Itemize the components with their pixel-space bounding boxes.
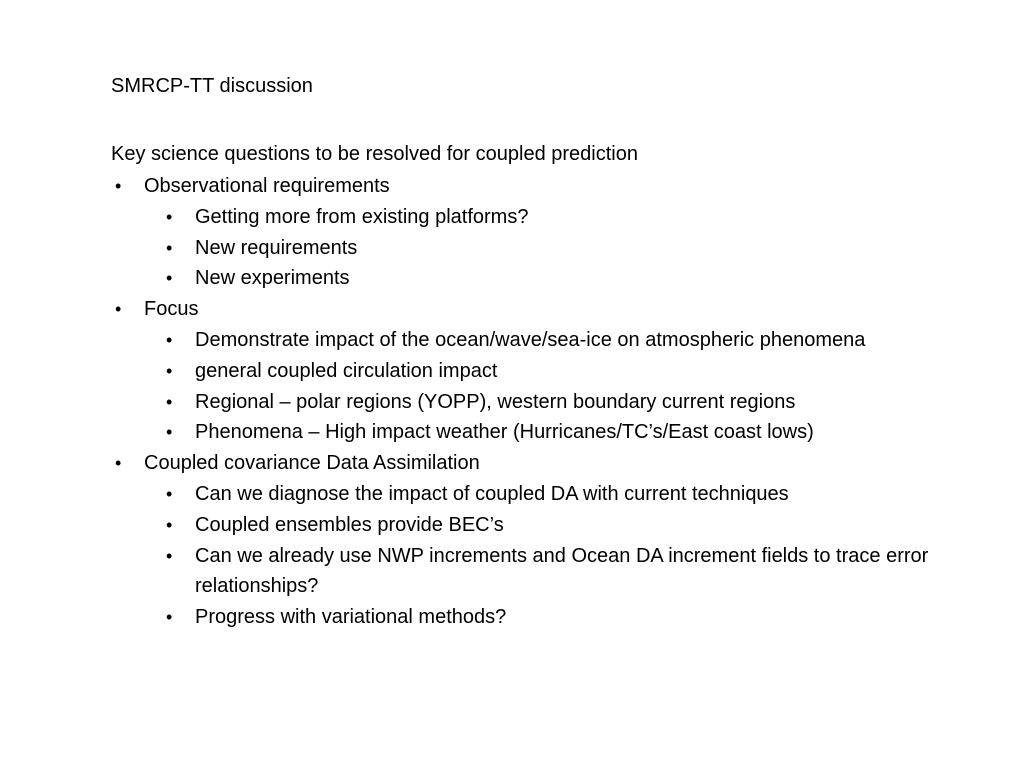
list-item — [111, 233, 941, 264]
list-item — [111, 602, 941, 633]
list-item-text: Getting more from existing platforms? — [195, 205, 529, 228]
list-item — [111, 202, 941, 233]
list-item-text: Coupled ensembles provide BEC’s — [195, 513, 504, 536]
bullet-icon: • — [115, 453, 122, 474]
bullet-icon: • — [166, 268, 173, 289]
list-item — [111, 510, 941, 541]
list-item — [111, 356, 941, 387]
list-item-text: Focus — [144, 298, 199, 321]
list-item-text: Can we diagnose the impact of coupled DA with current techniques — [195, 482, 789, 505]
bullet-icon: • — [166, 422, 173, 443]
list-item-text: Demonstrate impact of the ocean/wave/sea-ice on atmospheric phenomena — [195, 328, 866, 351]
list-item-text: New requirements — [195, 236, 358, 259]
list-item — [111, 479, 941, 510]
slide-title: SMRCP-TT discussion — [111, 75, 313, 97]
list-item-text: Progress with variational methods? — [195, 606, 507, 629]
list-item-text: Observational requirements — [144, 175, 390, 197]
bullet-icon: • — [166, 607, 173, 628]
list-item — [111, 171, 941, 202]
list-item-text: Coupled covariance Data Assimilation — [144, 452, 480, 475]
list-item-text: general coupled circulation impact — [195, 359, 498, 382]
bullet-icon: • — [166, 514, 173, 535]
list-item-text: Regional – polar regions (YOPP), western boundary current regions — [195, 390, 796, 413]
list-item-text: New experiments — [195, 267, 350, 290]
list-item — [111, 387, 941, 418]
bullet-icon: • — [166, 237, 173, 258]
list-item — [111, 325, 941, 356]
bullet-icon: • — [166, 360, 173, 381]
list-item — [111, 263, 941, 294]
bullet-icon: • — [115, 176, 122, 196]
bullet-list — [111, 171, 941, 633]
section-heading: Key science questions to be resolved for coupled prediction — [111, 143, 638, 165]
list-item — [111, 294, 941, 325]
bullet-icon: • — [166, 206, 173, 227]
list-item — [111, 541, 941, 603]
bullet-icon: • — [166, 329, 173, 350]
bullet-icon: • — [166, 545, 173, 566]
list-item — [111, 417, 941, 448]
bullet-icon: • — [166, 391, 173, 412]
list-item — [111, 448, 941, 479]
list-item-text: Phenomena – High impact weather (Hurricanes/TC’s/East coast lows) — [195, 421, 814, 444]
bullet-icon: • — [115, 299, 122, 320]
list-item-text: Can we already use NWP increments and Ocean DA increment fields to trace error relationships? — [195, 544, 929, 598]
bullet-icon: • — [166, 483, 173, 504]
